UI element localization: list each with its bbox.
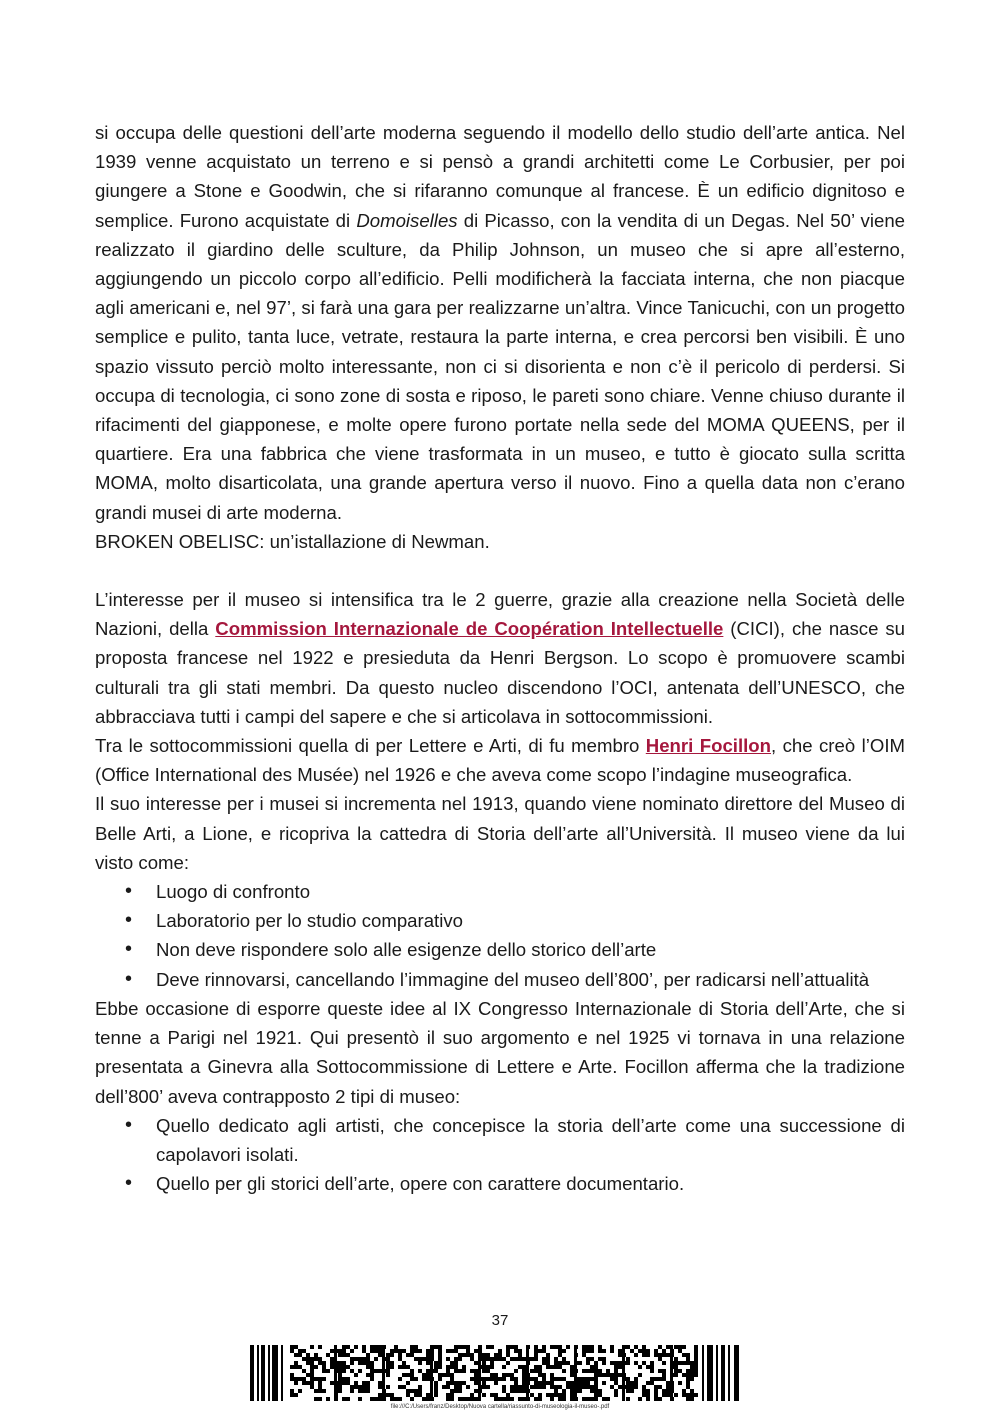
list-item: • Non deve rispondere solo alle esigenze dello storico dell’arte: [95, 935, 905, 964]
list-item: • Luogo di confronto: [95, 877, 905, 906]
link-henri-focillon[interactable]: Henri Focillon: [645, 735, 772, 757]
document-body: [95, 118, 905, 1198]
paragraph-moma: si occupa delle questioni dell’arte moderna seguendo il modello dello studio dell’arte antica. Nel 1939 venne acquistato un terreno e si pensò a grandi architetti come Le Corbusier, per poi giungere a Stone e Goodwin, che si rifaranno comunque al francese. È un edificio dignitoso e semplice. Furono acquistate di Domoiselles di Picasso, con la vendita di un Degas. Nel 50’ viene realizzato il giardino delle sculture, da Philip Johnson, un museo che si apre all’esterno, aggiungendo un piccolo corpo all’edificio. Pelli modificherà la facciata interna, che non piacque agli americani e, nel 97’, si farà una gara per realizzarne un’altra. Vince Tanicuchi, con un progetto semplice e pulito, tanta luce, vetrate, restaura la parte interna, e crea percorsi ben visibili. È uno spazio vissuto perciò molto interessante, non ci si disorienta e non c’è il pericolo di perdersi. Si occupa di tecnologia, ci sono zone di sosta e riposo, le pareti sono chiare. Venne chiuso durante il rifacimenti del giapponese, e molte opere furono portate nella sede del MOMA QUEENS, per il quartiere. Era una fabbrica che viene trasformata in un museo, e tutto è giocato sulla scritta MOMA, molto disarticolata, una grande apertura verso il nuovo. Fino a quella data non c’erano grandi musei di arte moderna.: [95, 122, 905, 523]
list-item: • Quello dedicato agli artisti, che concepisce la storia dell’arte come una successione di capolavori isolati.: [95, 1111, 905, 1169]
list-item: • Deve rinnovarsi, cancellando l’immagine del museo dell’800’, per radicarsi nell’attualità: [95, 965, 905, 994]
bullet-list-museum-roles: [95, 877, 905, 994]
list-item: • Quello per gli storici dell’arte, opere con carattere documentario.: [95, 1169, 905, 1198]
file-path: file:///C:/Users/franz/Desktop/Nuova cartella/riassunto-di-museologia-il-museo-.pdf: [390, 1404, 610, 1410]
barcode-graphic: [250, 1345, 740, 1401]
page-number: 37: [491, 1312, 509, 1329]
bullet-list-museum-types: [95, 1111, 905, 1199]
paragraph-congress: Ebbe occasione di esporre queste idee al IX Congresso Internazionale di Storia dell’Arte, che si tenne a Parigi nel 1921. Qui presentò il suo argomento e nel 1925 vi tornava in una relazione presentata a Ginevra alla Sottocommissione di Lettere e Arte. Focillon afferma che la tradizione dell’800’ aveva contrapposto 2 tipi di museo:: [95, 997, 905, 1107]
paragraph-broken-obelisc: BROKEN OBELISC: un’istallazione di Newman.: [95, 530, 490, 552]
paragraph-spacer: [95, 556, 905, 585]
italic-title: Domoiselles: [356, 209, 458, 231]
paragraph-museum-interest: Il suo interesse per i musei si incrementa nel 1913, quando viene nominato direttore del Museo di Belle Arti, a Lione, e ricopriva la cattedra di Storia dell’arte all’Università. Il museo viene da lui visto come:: [95, 793, 905, 873]
list-item: • Laboratorio per lo studio comparativo: [95, 906, 905, 935]
paragraph-focillon: Tra le sottocommissioni quella di per Lettere e Arti, di fu membro Henri Focillon, che creò l’OIM (Office International des Musée) nel 1926 e che aveva come scopo l’indagine museografica.: [95, 735, 905, 786]
paragraph-cici: L’interesse per il museo si intensifica tra le 2 guerre, grazie alla creazione nella Società delle Nazioni, della Commission Internazionale de Coopération Intellectuelle (CICI), che nasce su proposta francese nel 1922 e presieduta da Henri Bergson. Lo scopo è promuovere scambi culturali tra gli stati membri. Da questo nucleo discendono l’OCI, antenata dell’UNESCO, che abbracciava tutti i campi del sapere e che si articolava in sottocommissioni.: [95, 589, 905, 727]
link-cici[interactable]: Commission Internazionale de Coopération Intellectuelle: [215, 618, 724, 640]
